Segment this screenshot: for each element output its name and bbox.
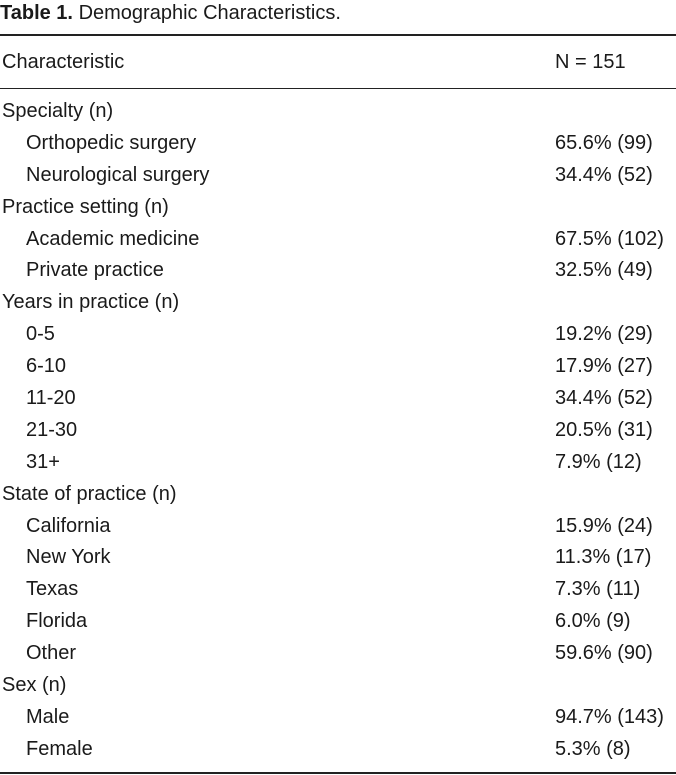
- row-value: 94.7% (143): [555, 705, 664, 728]
- row-label: Orthopedic surgery: [26, 131, 197, 154]
- table-row: [0, 224, 676, 256]
- table-caption: [0, 0, 341, 28]
- table-row: [0, 542, 676, 574]
- row-label: 31+: [26, 450, 60, 473]
- row-label: California: [26, 514, 111, 537]
- row-value: 20.5% (31): [555, 418, 653, 441]
- table-top-rule: [0, 34, 676, 36]
- row-label: 6-10: [26, 355, 67, 378]
- table-row: [0, 447, 676, 479]
- table-row: [0, 351, 676, 383]
- table-row: [0, 606, 676, 638]
- section-label: Practice setting (n): [2, 195, 169, 218]
- row-label: Neurological surgery: [26, 163, 210, 186]
- row-label: New York: [26, 546, 111, 569]
- row-value: 5.3% (8): [555, 737, 631, 760]
- section-label: Specialty (n): [2, 100, 114, 122]
- table-row: [0, 383, 676, 415]
- table-row: [0, 574, 676, 606]
- row-value: 67.5% (102): [555, 227, 664, 250]
- row-label: Texas: [26, 578, 79, 601]
- header-n-total: N = 151: [555, 51, 626, 73]
- row-value: 15.9% (24): [555, 514, 653, 537]
- section-label: Sex (n): [2, 674, 67, 697]
- table-header-row: [0, 46, 676, 78]
- row-value: 7.9% (12): [555, 450, 642, 473]
- row-label: Academic medicine: [26, 227, 200, 250]
- row-value: 19.2% (29): [555, 323, 653, 346]
- row-value: 17.9% (27): [555, 355, 653, 378]
- table-section-row: [0, 287, 676, 319]
- row-value: 6.0% (9): [555, 610, 631, 633]
- table-section-row: [0, 96, 676, 128]
- row-label: 21-30: [26, 418, 78, 441]
- header-characteristic: Characteristic: [2, 51, 125, 73]
- table-caption-text: Demographic Characteristics.: [78, 2, 341, 24]
- row-label: Florida: [26, 610, 88, 633]
- table-body: [0, 96, 676, 766]
- row-value: 65.6% (99): [555, 131, 653, 154]
- row-value: 34.4% (52): [555, 387, 653, 410]
- row-value: 32.5% (49): [555, 259, 653, 282]
- table-caption-label: Table 1.: [0, 2, 73, 24]
- row-label: Other: [26, 642, 77, 665]
- table-row: [0, 255, 676, 287]
- table-row: [0, 415, 676, 447]
- row-label: Private practice: [26, 259, 164, 282]
- table-row: [0, 638, 676, 670]
- row-value: 34.4% (52): [555, 163, 653, 186]
- row-value: 11.3% (17): [555, 546, 652, 569]
- row-value: 7.3% (11): [555, 578, 641, 601]
- row-label: 0-5: [26, 323, 55, 346]
- row-label: 11-20: [26, 387, 76, 410]
- row-label: Female: [26, 737, 93, 760]
- table-section-row: [0, 670, 676, 702]
- table-row: [0, 319, 676, 351]
- row-value: 59.6% (90): [555, 642, 653, 665]
- row-label: Male: [26, 705, 70, 728]
- table-row: [0, 128, 676, 160]
- table-section-row: [0, 479, 676, 511]
- table-header-rule: [0, 88, 676, 89]
- section-label: State of practice (n): [2, 482, 177, 505]
- table-row: [0, 511, 676, 543]
- section-label: Years in practice (n): [2, 291, 180, 314]
- table-row: [0, 160, 676, 192]
- table-bottom-rule: [0, 772, 676, 774]
- table-row: [0, 734, 676, 766]
- table-section-row: [0, 192, 676, 224]
- table-row: [0, 702, 676, 734]
